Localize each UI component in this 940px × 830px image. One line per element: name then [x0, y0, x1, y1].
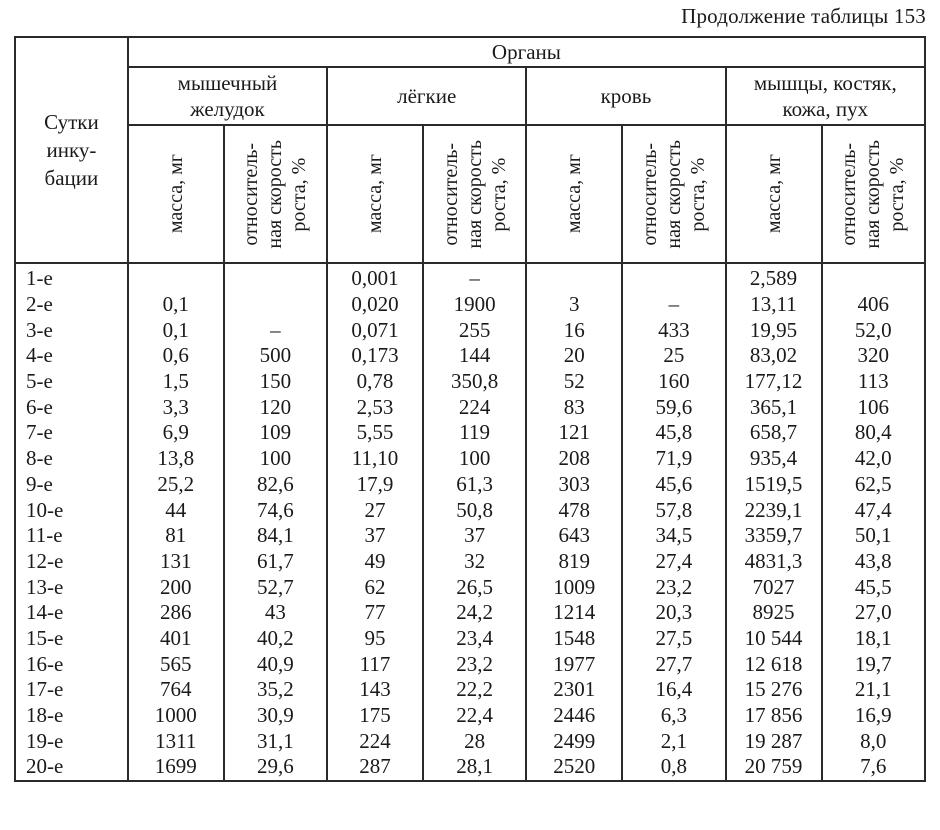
- value-cell: 13,11: [726, 292, 822, 318]
- day-cell: 1-е: [15, 263, 128, 292]
- value-cell: 5,55: [327, 420, 423, 446]
- value-cell: 117: [327, 651, 423, 677]
- value-cell: 1000: [128, 703, 224, 729]
- value-cell: 19,7: [822, 651, 926, 677]
- organ-name-line: лёгкие: [397, 84, 457, 108]
- day-cell: 13-е: [15, 574, 128, 600]
- value-cell: 4831,3: [726, 549, 822, 575]
- organ-name-line: кожа, пух: [782, 97, 869, 121]
- value-cell: 80,4: [822, 420, 926, 446]
- value-cell: 23,2: [622, 574, 725, 600]
- value-cell: 23,4: [423, 626, 526, 652]
- value-cell: 82,6: [224, 472, 327, 498]
- value-cell: 177,12: [726, 369, 822, 395]
- rate-header: относитель- ная скорость роста, %: [423, 125, 526, 263]
- value-cell: 52: [526, 369, 622, 395]
- value-cell: 24,2: [423, 600, 526, 626]
- organ-header-muscles: [726, 67, 925, 125]
- value-cell: 1,5: [128, 369, 224, 395]
- value-cell: 8925: [726, 600, 822, 626]
- value-cell: 2301: [526, 677, 622, 703]
- value-cell: 44: [128, 497, 224, 523]
- value-cell: 62: [327, 574, 423, 600]
- table-row: [15, 728, 925, 754]
- value-cell: 935,4: [726, 446, 822, 472]
- value-cell: 22,4: [423, 703, 526, 729]
- day-cell: 2-е: [15, 292, 128, 318]
- day-cell: 17-е: [15, 677, 128, 703]
- value-cell: 43,8: [822, 549, 926, 575]
- value-cell: –: [622, 292, 725, 318]
- mass-header: масса, мг: [526, 125, 622, 263]
- day-cell: 8-е: [15, 446, 128, 472]
- value-cell: 320: [822, 343, 926, 369]
- value-cell: 3: [526, 292, 622, 318]
- value-cell: 131: [128, 549, 224, 575]
- value-cell: 0,071: [327, 317, 423, 343]
- value-cell: [822, 263, 926, 292]
- value-cell: 57,8: [622, 497, 725, 523]
- organ-name-line: кровь: [600, 84, 652, 108]
- value-cell: 16,9: [822, 703, 926, 729]
- value-cell: 764: [128, 677, 224, 703]
- value-cell: 49: [327, 549, 423, 575]
- mass-header: масса, мг: [327, 125, 423, 263]
- organs-header: Органы: [128, 37, 925, 67]
- value-cell: 50,8: [423, 497, 526, 523]
- value-cell: 658,7: [726, 420, 822, 446]
- table-row: [15, 394, 925, 420]
- value-cell: 1519,5: [726, 472, 822, 498]
- value-cell: 17 856: [726, 703, 822, 729]
- value-cell: 224: [327, 728, 423, 754]
- value-cell: 26,5: [423, 574, 526, 600]
- rate-header: относитель- ная скорость роста, %: [822, 125, 926, 263]
- value-cell: 27,4: [622, 549, 725, 575]
- value-cell: 6,9: [128, 420, 224, 446]
- day-cell: 20-е: [15, 754, 128, 781]
- value-cell: 2499: [526, 728, 622, 754]
- value-cell: [224, 263, 327, 292]
- day-cell: 4-е: [15, 343, 128, 369]
- value-cell: 8,0: [822, 728, 926, 754]
- value-cell: [622, 263, 725, 292]
- table-row: [15, 600, 925, 626]
- table-row: [15, 703, 925, 729]
- value-cell: 0,6: [128, 343, 224, 369]
- value-cell: 1311: [128, 728, 224, 754]
- value-cell: 37: [423, 523, 526, 549]
- table-caption: Продолжение таблицы 153: [681, 4, 926, 28]
- organ-name-line: мышцы, костяк,: [753, 71, 897, 95]
- organ-header-gizzard: [128, 67, 327, 125]
- value-cell: 1009: [526, 574, 622, 600]
- value-cell: 2446: [526, 703, 622, 729]
- value-cell: 143: [327, 677, 423, 703]
- value-cell: 478: [526, 497, 622, 523]
- value-cell: 12 618: [726, 651, 822, 677]
- value-cell: 18,1: [822, 626, 926, 652]
- value-cell: 11,10: [327, 446, 423, 472]
- value-cell: 819: [526, 549, 622, 575]
- table-row: [15, 292, 925, 318]
- value-cell: 40,2: [224, 626, 327, 652]
- value-cell: 35,2: [224, 677, 327, 703]
- value-cell: 1548: [526, 626, 622, 652]
- table-row: [15, 446, 925, 472]
- value-cell: 2239,1: [726, 497, 822, 523]
- value-cell: 25: [622, 343, 725, 369]
- value-cell: 28: [423, 728, 526, 754]
- value-cell: 7027: [726, 574, 822, 600]
- mass-header: масса, мг: [726, 125, 822, 263]
- value-cell: 32: [423, 549, 526, 575]
- table-row: [15, 317, 925, 343]
- value-cell: 0,1: [128, 317, 224, 343]
- value-cell: 52,0: [822, 317, 926, 343]
- value-cell: 10 544: [726, 626, 822, 652]
- day-header-line: бации: [44, 166, 99, 190]
- value-cell: [224, 292, 327, 318]
- value-cell: 160: [622, 369, 725, 395]
- value-cell: 15 276: [726, 677, 822, 703]
- value-cell: [526, 263, 622, 292]
- value-cell: 3,3: [128, 394, 224, 420]
- incubation-day-header: [15, 37, 128, 263]
- value-cell: 255: [423, 317, 526, 343]
- table-row: [15, 523, 925, 549]
- value-cell: 62,5: [822, 472, 926, 498]
- value-cell: 25,2: [128, 472, 224, 498]
- table-row: [15, 263, 925, 292]
- value-cell: 45,8: [622, 420, 725, 446]
- value-cell: 1699: [128, 754, 224, 781]
- value-cell: 30,9: [224, 703, 327, 729]
- value-cell: 121: [526, 420, 622, 446]
- value-cell: 84,1: [224, 523, 327, 549]
- value-cell: 20: [526, 343, 622, 369]
- value-cell: 175: [327, 703, 423, 729]
- value-cell: 303: [526, 472, 622, 498]
- value-cell: 81: [128, 523, 224, 549]
- value-cell: 433: [622, 317, 725, 343]
- table-row: [15, 626, 925, 652]
- value-cell: 113: [822, 369, 926, 395]
- table-row: [15, 549, 925, 575]
- day-cell: 5-е: [15, 369, 128, 395]
- value-cell: 40,9: [224, 651, 327, 677]
- organ-header-lungs: [327, 67, 526, 125]
- value-cell: 1977: [526, 651, 622, 677]
- day-cell: 16-е: [15, 651, 128, 677]
- table-row: [15, 754, 925, 781]
- value-cell: 61,7: [224, 549, 327, 575]
- value-cell: 19,95: [726, 317, 822, 343]
- day-cell: 15-е: [15, 626, 128, 652]
- value-cell: 45,5: [822, 574, 926, 600]
- day-cell: 18-е: [15, 703, 128, 729]
- value-cell: 43: [224, 600, 327, 626]
- day-cell: 3-е: [15, 317, 128, 343]
- table-row: [15, 651, 925, 677]
- value-cell: 100: [423, 446, 526, 472]
- organ-header-blood: [526, 67, 725, 125]
- table-row: [15, 677, 925, 703]
- value-cell: 95: [327, 626, 423, 652]
- value-cell: 31,1: [224, 728, 327, 754]
- value-cell: 0,78: [327, 369, 423, 395]
- organ-name-line: желудок: [190, 97, 265, 121]
- day-cell: 19-е: [15, 728, 128, 754]
- value-cell: 350,8: [423, 369, 526, 395]
- day-cell: 10-е: [15, 497, 128, 523]
- value-cell: 37: [327, 523, 423, 549]
- day-cell: 12-е: [15, 549, 128, 575]
- value-cell: 28,1: [423, 754, 526, 781]
- value-cell: 16: [526, 317, 622, 343]
- table-body: [15, 263, 925, 781]
- table-row: [15, 369, 925, 395]
- value-cell: 22,2: [423, 677, 526, 703]
- value-cell: 365,1: [726, 394, 822, 420]
- value-cell: 1214: [526, 600, 622, 626]
- value-cell: 0,173: [327, 343, 423, 369]
- value-cell: 6,3: [622, 703, 725, 729]
- value-cell: 500: [224, 343, 327, 369]
- value-cell: 0,020: [327, 292, 423, 318]
- value-cell: 643: [526, 523, 622, 549]
- value-cell: 406: [822, 292, 926, 318]
- mass-header: масса, мг: [128, 125, 224, 263]
- value-cell: 83,02: [726, 343, 822, 369]
- table-row: [15, 574, 925, 600]
- value-cell: 71,9: [622, 446, 725, 472]
- value-cell: 120: [224, 394, 327, 420]
- value-cell: 144: [423, 343, 526, 369]
- value-cell: 2,589: [726, 263, 822, 292]
- value-cell: 47,4: [822, 497, 926, 523]
- value-cell: 27,5: [622, 626, 725, 652]
- value-cell: 61,3: [423, 472, 526, 498]
- value-cell: 208: [526, 446, 622, 472]
- value-cell: 27: [327, 497, 423, 523]
- value-cell: 29,6: [224, 754, 327, 781]
- value-cell: 52,7: [224, 574, 327, 600]
- value-cell: 106: [822, 394, 926, 420]
- organ-name-line: мышечный: [177, 71, 278, 95]
- value-cell: 13,8: [128, 446, 224, 472]
- value-cell: 286: [128, 600, 224, 626]
- day-cell: 7-е: [15, 420, 128, 446]
- value-cell: 20,3: [622, 600, 725, 626]
- value-cell: 7,6: [822, 754, 926, 781]
- value-cell: 200: [128, 574, 224, 600]
- value-cell: 19 287: [726, 728, 822, 754]
- value-cell: 109: [224, 420, 327, 446]
- value-cell: –: [423, 263, 526, 292]
- value-cell: 27,0: [822, 600, 926, 626]
- value-cell: 2,53: [327, 394, 423, 420]
- value-cell: 565: [128, 651, 224, 677]
- value-cell: 77: [327, 600, 423, 626]
- day-cell: 9-е: [15, 472, 128, 498]
- day-cell: 11-е: [15, 523, 128, 549]
- value-cell: 45,6: [622, 472, 725, 498]
- value-cell: 0,8: [622, 754, 725, 781]
- value-cell: 27,7: [622, 651, 725, 677]
- value-cell: 3359,7: [726, 523, 822, 549]
- value-cell: 59,6: [622, 394, 725, 420]
- value-cell: 100: [224, 446, 327, 472]
- value-cell: 20 759: [726, 754, 822, 781]
- value-cell: [128, 263, 224, 292]
- incubation-organs-table: [14, 36, 926, 782]
- rate-header: относитель- ная скорость роста, %: [224, 125, 327, 263]
- value-cell: 287: [327, 754, 423, 781]
- table-row: [15, 497, 925, 523]
- value-cell: 23,2: [423, 651, 526, 677]
- value-cell: 0,001: [327, 263, 423, 292]
- value-cell: 17,9: [327, 472, 423, 498]
- table-row: [15, 472, 925, 498]
- day-header-line: инку-: [46, 138, 97, 162]
- value-cell: 401: [128, 626, 224, 652]
- value-cell: 21,1: [822, 677, 926, 703]
- table-row: [15, 343, 925, 369]
- value-cell: 150: [224, 369, 327, 395]
- rate-header: относитель- ная скорость роста, %: [622, 125, 725, 263]
- value-cell: 0,1: [128, 292, 224, 318]
- value-cell: 42,0: [822, 446, 926, 472]
- value-cell: 2,1: [622, 728, 725, 754]
- value-cell: –: [224, 317, 327, 343]
- value-cell: 50,1: [822, 523, 926, 549]
- value-cell: 34,5: [622, 523, 725, 549]
- value-cell: 16,4: [622, 677, 725, 703]
- value-cell: 83: [526, 394, 622, 420]
- value-cell: 74,6: [224, 497, 327, 523]
- day-cell: 14-е: [15, 600, 128, 626]
- value-cell: 1900: [423, 292, 526, 318]
- table-row: [15, 420, 925, 446]
- day-cell: 6-е: [15, 394, 128, 420]
- value-cell: 119: [423, 420, 526, 446]
- value-cell: 224: [423, 394, 526, 420]
- value-cell: 2520: [526, 754, 622, 781]
- day-header-line: Сутки: [44, 110, 99, 134]
